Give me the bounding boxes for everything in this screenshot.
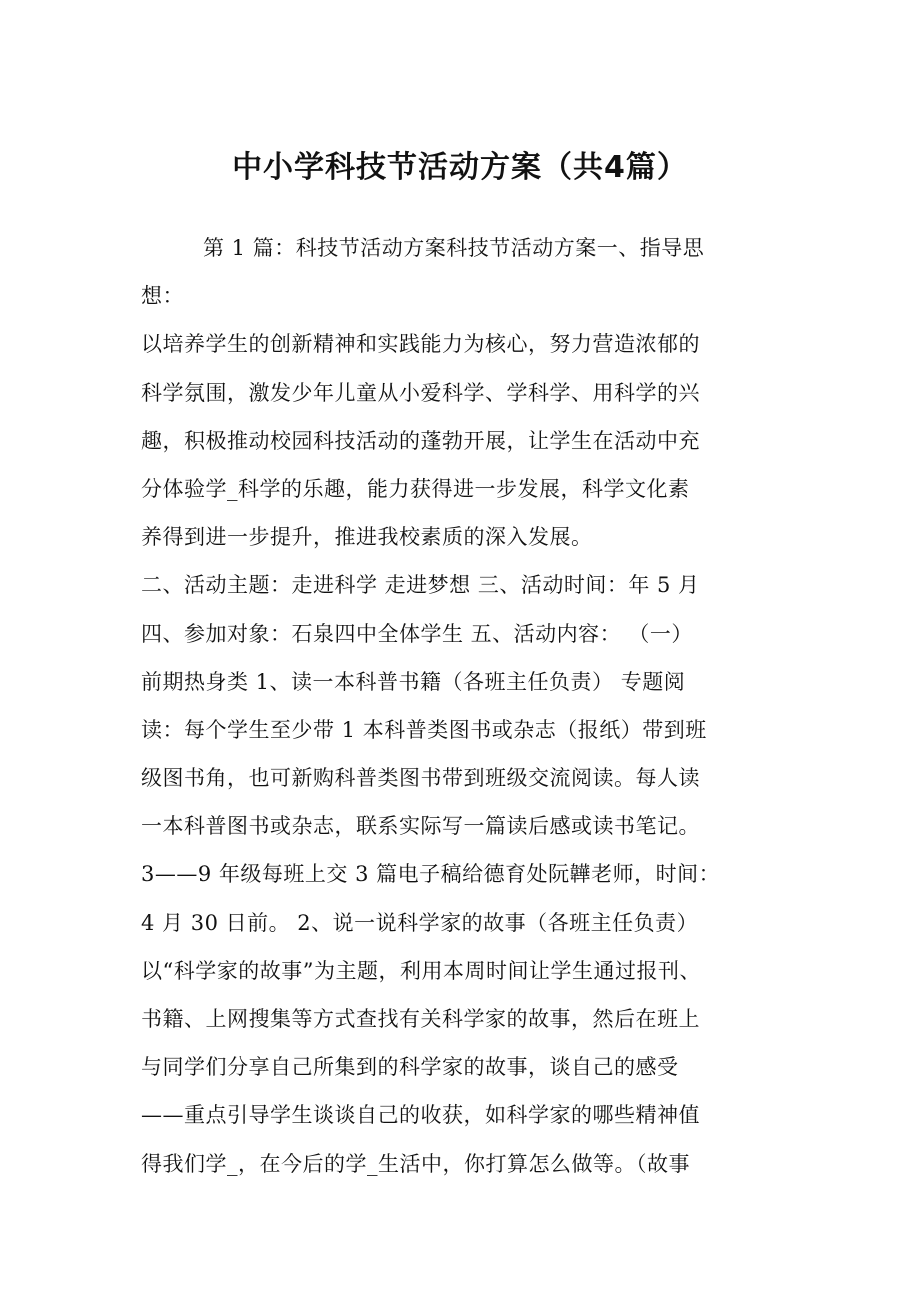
paragraph-line: 想： bbox=[141, 284, 184, 309]
paragraph-line: 以培养学生的创新精神和实践能力为核心，努力营造浓郁的 bbox=[141, 332, 700, 357]
paragraph-line: 4 月 30 日前。 2、说一说科学家的故事（各班主任负责） bbox=[141, 910, 699, 935]
paragraph-line: 得我们学_，在今后的学_生活中，你打算怎么做等。（故事 bbox=[141, 1151, 690, 1176]
paragraph-line: 养得到进一步提升，推进我校素质的深入发展。 bbox=[141, 525, 593, 550]
paragraph-line: 趣，积极推动校园科技活动的蓬勃开展，让学生在活动中充 bbox=[141, 428, 700, 453]
document-title: 中小学科技节活动方案（共4篇） bbox=[232, 150, 688, 185]
paragraph-line: 级图书角，也可新购科普类图书带到班级交流阅读。每人读 bbox=[141, 766, 700, 791]
paragraph-line: 二、活动主题：走进科学 走进梦想 三、活动时间：年 5 月 bbox=[141, 573, 700, 598]
paragraph-line: 前期热身类 1、读一本科普书籍（各班主任负责） 专题阅 bbox=[141, 669, 686, 694]
document-body bbox=[141, 224, 801, 1188]
paragraph-line: 3——9 年级每班上交 3 篇电子稿给德育处阮韡老师，时间： bbox=[141, 862, 721, 887]
paragraph-line: 四、参加对象：石泉四中全体学生 五、活动内容： （一） bbox=[141, 621, 693, 646]
paragraph-line: 科学氛围，激发少年儿童从小爱科学、学科学、用科学的兴 bbox=[141, 380, 700, 405]
paragraph-line: 书籍、上网搜集等方式查找有关科学家的故事，然后在班上 bbox=[141, 1007, 700, 1031]
paragraph-line: ——重点引导学生谈谈自己的收获，如科学家的哪些精神值 bbox=[141, 1103, 700, 1128]
paragraph-line: 分体验学_科学的乐趣，能力获得进一步发展，科学文化素 bbox=[141, 476, 690, 501]
paragraph-line: 以“科学家的故事”为主题，利用本周时间让学生通过报刊、 bbox=[141, 958, 701, 983]
paragraph-line: 第 1 篇：科技节活动方案科技节活动方案一、指导思 bbox=[203, 236, 705, 260]
paragraph-line: 与同学们分享自己所集到的科学家的故事，谈自己的感受 bbox=[141, 1055, 679, 1080]
paragraph-line: 读：每个学生至少带 1 本科普类图书或杂志（报纸）带到班 bbox=[141, 717, 707, 742]
paragraph-line: 一本科普图书或杂志，联系实际写一篇读后感或读书笔记。 bbox=[141, 814, 700, 839]
